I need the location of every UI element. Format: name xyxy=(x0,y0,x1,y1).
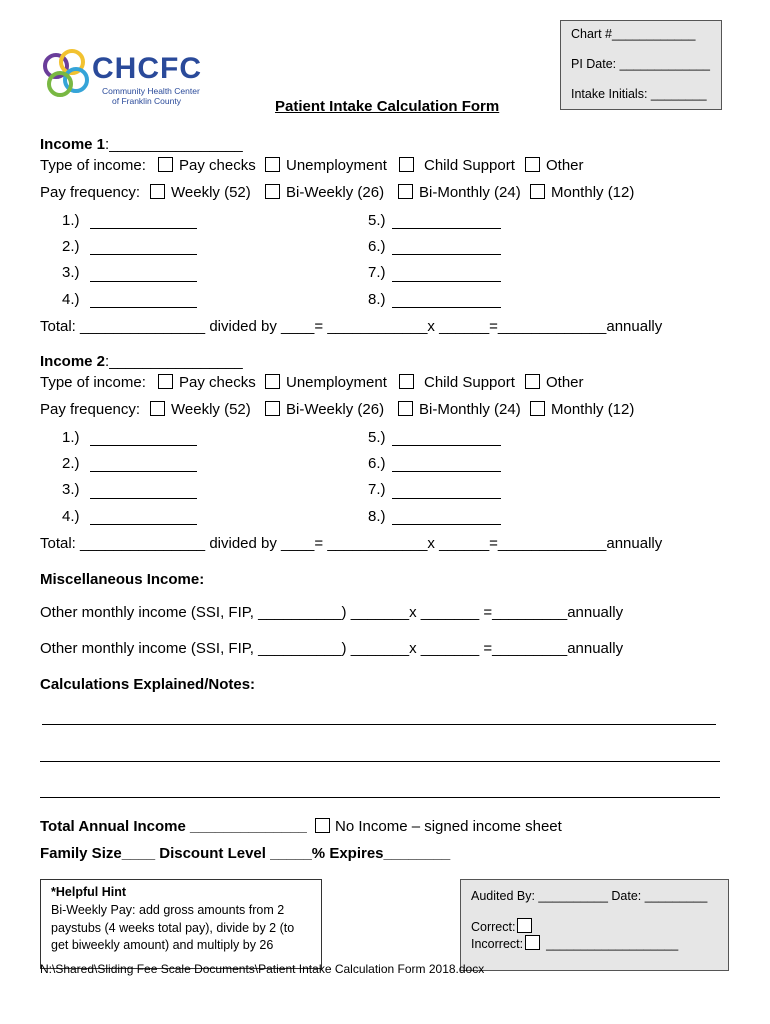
checkbox-bi-weekly[interactable]: Bi-Weekly (26) xyxy=(265,401,384,418)
entry-label: 3.) xyxy=(62,264,80,281)
entry-label: 7.) xyxy=(368,481,386,498)
total-annual-income-field[interactable]: ______________ xyxy=(190,818,307,835)
entry-field[interactable] xyxy=(392,524,501,525)
checkbox-bi-monthly[interactable]: Bi-Monthly (24) xyxy=(398,401,521,418)
checkbox-no-income[interactable]: No Income – signed income sheet xyxy=(315,818,562,835)
entry-field[interactable] xyxy=(392,471,501,472)
logo-name: CHCFC xyxy=(92,52,202,85)
type-of-income-label: Type of income: xyxy=(40,157,146,174)
notes-heading: Calculations Explained/Notes: xyxy=(40,676,256,693)
income-1-total-line[interactable]: Total: _______________ divided by ____= ____________x ______=_____________annually xyxy=(40,318,663,335)
checkbox-monthly[interactable]: Monthly (12) xyxy=(530,184,634,201)
checkbox-child-support[interactable]: Child Support xyxy=(399,157,515,174)
notes-line[interactable] xyxy=(42,724,716,725)
pay-frequency-label: Pay frequency: xyxy=(40,401,141,418)
entry-label: 7.) xyxy=(368,264,386,281)
checkbox-weekly[interactable]: Weekly (52) xyxy=(150,401,251,418)
entry-field[interactable] xyxy=(392,307,501,308)
hint-line: Bi-Weekly Pay: add gross amounts from 2 xyxy=(51,903,285,917)
checkbox-correct[interactable]: Correct: xyxy=(471,918,538,934)
entry-field[interactable] xyxy=(392,281,501,282)
misc-income-line-2[interactable]: Other monthly income (SSI, FIP, __________) _______x _______ =_________annually xyxy=(40,640,624,657)
entry-field[interactable] xyxy=(392,228,501,229)
logo-subtitle-2: of Franklin County xyxy=(112,96,181,106)
notes-line[interactable] xyxy=(40,761,720,762)
audit-box xyxy=(460,879,729,971)
entry-label: 6.) xyxy=(368,238,386,255)
checkbox-other[interactable]: Other xyxy=(525,157,584,174)
chart-info-box xyxy=(560,20,722,110)
checkbox-bi-weekly[interactable]: Bi-Weekly (26) xyxy=(265,184,384,201)
misc-income-heading: Miscellaneous Income: xyxy=(40,571,205,588)
helpful-hint-box xyxy=(40,879,322,969)
entry-label: 1.) xyxy=(62,212,80,229)
logo-rings-icon xyxy=(40,48,92,100)
notes-line[interactable] xyxy=(40,797,720,798)
total-annual-income-label: Total Annual Income xyxy=(40,818,186,835)
hint-line: get biweekly amount) and multiply by 26 xyxy=(51,938,274,952)
hint-line: paystubs (4 weeks total pay), divide by 2 (to xyxy=(51,921,295,935)
entry-field[interactable] xyxy=(90,524,197,525)
chart-number-field[interactable]: Chart #____________ xyxy=(571,27,696,41)
checkbox-monthly[interactable]: Monthly (12) xyxy=(530,401,634,418)
entry-label: 5.) xyxy=(368,429,386,446)
income-2-label: Income 2 xyxy=(40,353,106,370)
checkbox-child-support[interactable]: Child Support xyxy=(399,374,515,391)
entry-label: 1.) xyxy=(62,429,80,446)
income-1-label: Income 1 xyxy=(40,136,106,153)
entry-label: 8.) xyxy=(368,291,386,308)
income-1-source-field[interactable]: :________________ xyxy=(105,136,243,153)
income-2-source-field[interactable]: :________________ xyxy=(105,353,243,370)
family-size-discount-line[interactable]: Family Size____ Discount Level _____% Expires________ xyxy=(40,845,451,862)
entry-field[interactable] xyxy=(90,254,197,255)
footer-file-path: N:\Shared\Sliding Fee Scale Documents\Patient Intake Calculation Form 2018.docx xyxy=(40,962,485,976)
entry-label: 2.) xyxy=(62,455,80,472)
entry-field[interactable] xyxy=(90,471,197,472)
audited-by-field[interactable]: Audited By: __________ Date: _________ xyxy=(471,889,708,903)
misc-income-line-1[interactable]: Other monthly income (SSI, FIP, __________) _______x _______ =_________annually xyxy=(40,604,624,621)
logo-subtitle-1: Community Health Center xyxy=(102,86,200,96)
checkbox-incorrect[interactable]: Incorrect: ___________________ xyxy=(471,937,679,951)
checkbox-unemployment[interactable]: Unemployment xyxy=(265,157,387,174)
entry-field[interactable] xyxy=(392,498,501,499)
checkbox-pay-checks[interactable]: Pay checks xyxy=(158,157,256,174)
entry-label: 8.) xyxy=(368,508,386,525)
entry-field[interactable] xyxy=(392,445,501,446)
entry-label: 3.) xyxy=(62,481,80,498)
entry-label: 2.) xyxy=(62,238,80,255)
pi-date-field[interactable]: PI Date: _____________ xyxy=(571,57,711,71)
entry-field[interactable] xyxy=(90,228,197,229)
intake-initials-field[interactable]: Intake Initials: ________ xyxy=(571,87,707,101)
hint-title: *Helpful Hint xyxy=(51,885,126,899)
pay-frequency-label: Pay frequency: xyxy=(40,184,141,201)
entry-field[interactable] xyxy=(392,254,501,255)
checkbox-other[interactable]: Other xyxy=(525,374,584,391)
entry-label: 4.) xyxy=(62,508,80,525)
entry-label: 6.) xyxy=(368,455,386,472)
checkbox-pay-checks[interactable]: Pay checks xyxy=(158,374,256,391)
entry-field[interactable] xyxy=(90,445,197,446)
type-of-income-label: Type of income: xyxy=(40,374,146,391)
entry-label: 5.) xyxy=(368,212,386,229)
income-2-total-line[interactable]: Total: _______________ divided by ____= ____________x ______=_____________annually xyxy=(40,535,663,552)
checkbox-unemployment[interactable]: Unemployment xyxy=(265,374,387,391)
page-title: Patient Intake Calculation Form xyxy=(275,98,500,115)
entry-field[interactable] xyxy=(90,307,197,308)
checkbox-bi-monthly[interactable]: Bi-Monthly (24) xyxy=(398,184,521,201)
entry-field[interactable] xyxy=(90,281,197,282)
entry-field[interactable] xyxy=(90,498,197,499)
logo xyxy=(40,48,210,108)
checkbox-weekly[interactable]: Weekly (52) xyxy=(150,184,251,201)
entry-label: 4.) xyxy=(62,291,80,308)
